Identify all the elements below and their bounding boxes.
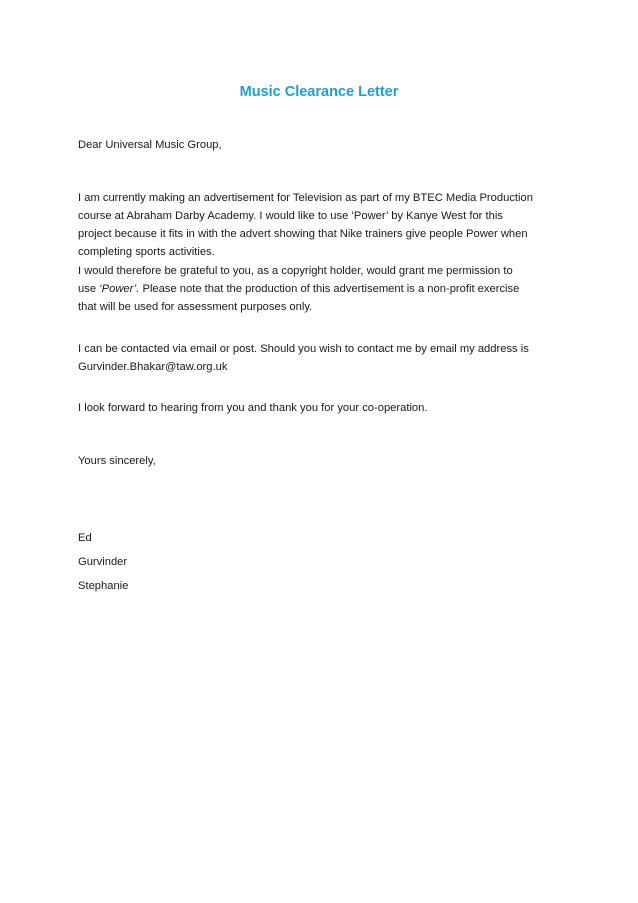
signatories: [78, 526, 568, 598]
signatory-name: Ed: [78, 532, 92, 544]
paragraph-permission: [78, 262, 568, 316]
paragraph-contact: [78, 340, 568, 376]
paragraph-contact-line: I can be contacted via email or post. Should you wish to contact me by email my address is: [78, 343, 529, 355]
permission-suffix: Please note that the production of this advertisement is a non-profit exercise: [139, 283, 520, 295]
paragraph-intro-line: completing sports activities.: [78, 246, 215, 258]
letter-title: Music Clearance Letter: [239, 84, 399, 100]
paragraph-intro-line: I am currently making an advertisement for Television as part of my BTEC Media Production: [78, 192, 533, 204]
signatory-name: Stephanie: [78, 580, 129, 592]
contact-email: Gurvinder.Bhakar@taw.org.uk: [78, 361, 228, 373]
permission-prefix: use: [78, 283, 100, 295]
song-title: ‘Power’.: [99, 283, 140, 295]
paragraph-intro-line: project because it fits in with the advert showing that Nike trainers give people Power when: [78, 228, 528, 240]
paragraph-intro-line: course at Abraham Darby Academy. I would like to use ‘Power’ by Kanye West for this: [78, 210, 503, 222]
signatory-name: Gurvinder: [78, 556, 128, 568]
paragraph-permission-line: [78, 280, 568, 298]
paragraph-permission-line: I would therefore be grateful to you, as a copyright holder, would grant me permission to: [78, 265, 513, 277]
paragraph-intro: [78, 189, 568, 261]
salutation: Dear Universal Music Group,: [78, 139, 222, 151]
closing: Yours sincerely,: [78, 455, 156, 467]
paragraph-permission-line: that will be used for assessment purposes only.: [78, 301, 313, 313]
paragraph-thanks: I look forward to hearing from you and thank you for your co-operation.: [78, 402, 428, 414]
